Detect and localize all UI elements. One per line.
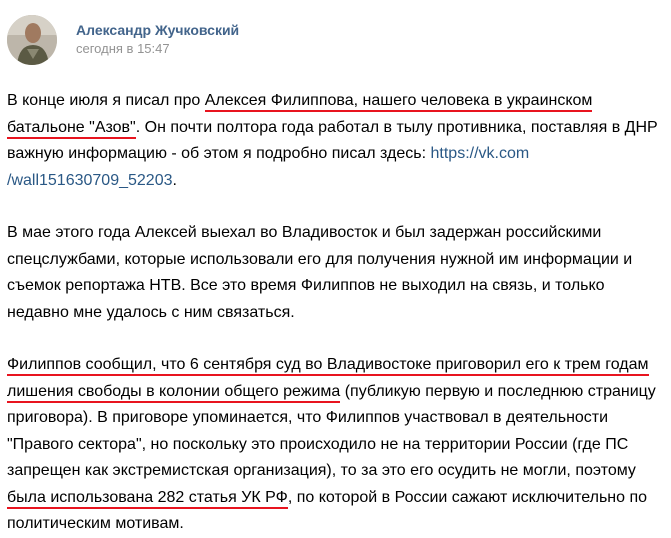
- text-run: , по которой в России сажают исключительно по: [287, 488, 648, 506]
- underlined-text: Алексея Филиппова, нашего человека в украинском: [205, 92, 593, 112]
- underlined-text: батальоне "Азов": [7, 119, 136, 139]
- text-line: спецслужбами, которые использовали его для получения нужной им информации и: [7, 250, 633, 268]
- text-run: .: [172, 171, 177, 189]
- post-text: [7, 88, 669, 538]
- underlined-text: лишения свободы в колонии общего режима: [7, 383, 340, 403]
- wall-post-link[interactable]: https://vk.com: [430, 145, 530, 162]
- author-avatar[interactable]: [7, 15, 57, 65]
- text-run: . Он почти полтора года работал в тылу противника, поставляя в ДНР: [135, 118, 658, 136]
- text-line: приговора). В приговоре упоминается, что Филиппов участвовал в деятельности: [7, 409, 609, 426]
- text-line: В мае этого года Алексей выехал во Владивосток и был задержан российскими: [7, 224, 602, 241]
- author-name-link[interactable]: Александр Жучковский: [76, 22, 240, 38]
- text-line: политическим мотивам.: [7, 515, 184, 532]
- text-run: важную информацию - об этом я подробно писал здесь:: [7, 145, 431, 162]
- wall-post-link-continued[interactable]: /wall151630709_52203: [7, 171, 173, 189]
- text-line: съемок репортажа НТВ. Все это время Филиппов не выходил на связь, и только: [7, 277, 605, 294]
- text-line: запрещен как экстремистская организация), то за это его осудить не могли, поэтому: [7, 462, 636, 479]
- paragraph-2: [7, 220, 669, 326]
- text-run: (публикую первую и последнюю страницу: [340, 382, 656, 400]
- paragraph-3: [7, 352, 669, 538]
- text-line: недавно мне удалось с ним связаться.: [7, 303, 295, 321]
- underlined-text: Филиппов сообщил, что 6 сентября суд во Владивостоке приговорил его к трем годам: [7, 356, 649, 376]
- text-run: В конце июля я писал про: [7, 92, 205, 109]
- paragraph-1: [7, 88, 669, 194]
- avatar-photo-icon: [7, 15, 57, 65]
- underlined-text: была использована 282 статья УК РФ: [7, 489, 288, 509]
- text-line: "Правого сектора", но поскольку это происходило не на территории России (где ПС: [7, 435, 629, 453]
- post-timestamp[interactable]: сегодня в 15:47: [76, 41, 170, 56]
